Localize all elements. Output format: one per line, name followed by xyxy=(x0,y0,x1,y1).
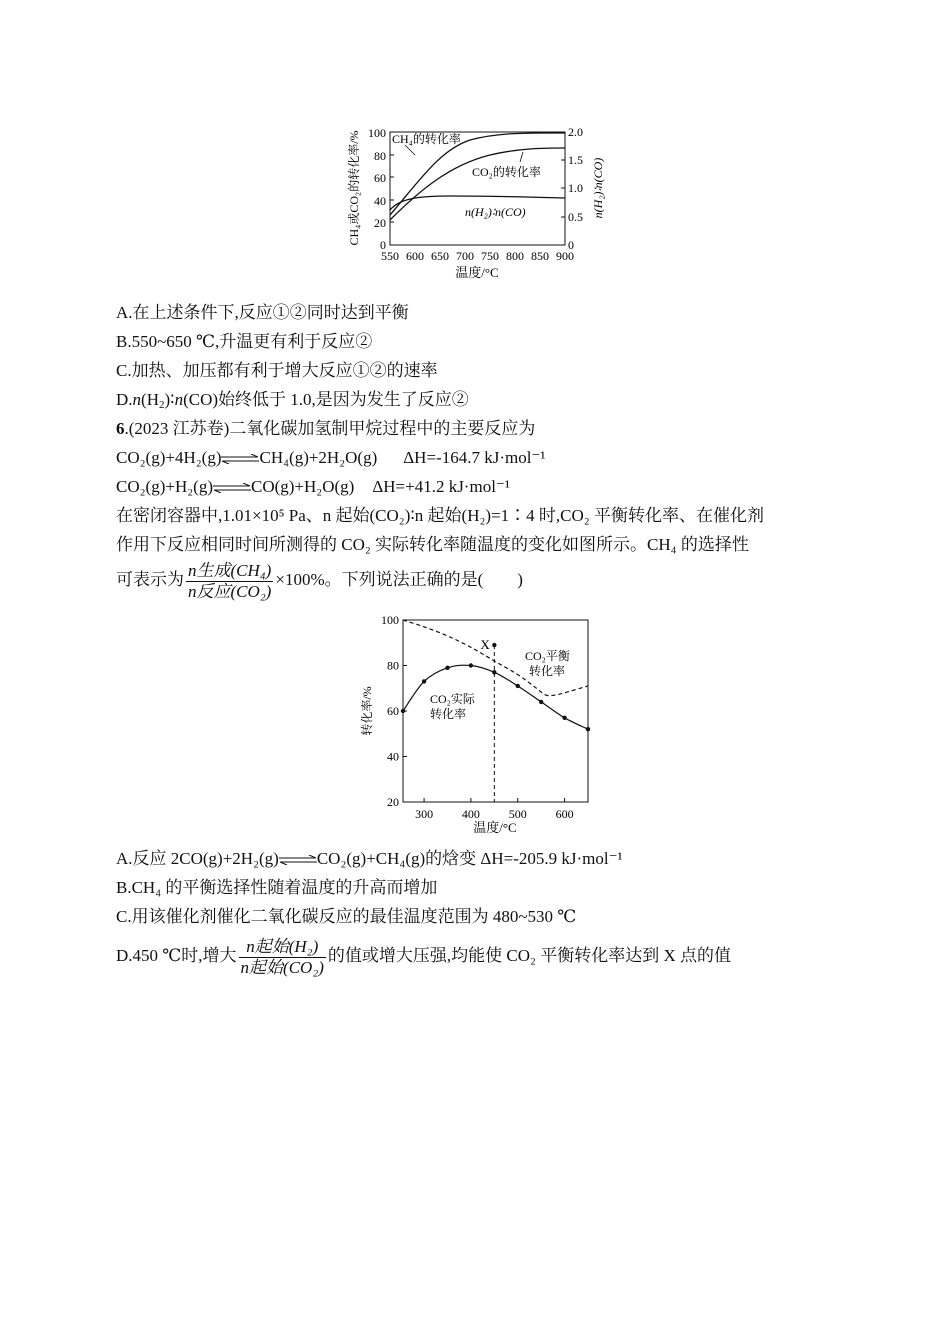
chart1-x-tick: 650 xyxy=(431,249,449,263)
chart1-left-ticks xyxy=(368,126,386,252)
chart1-x-tick: 800 xyxy=(506,249,524,263)
chart1-label-ratio: n(H₂)∶n(CO) xyxy=(465,205,526,219)
chart1-right-ticks xyxy=(568,125,583,252)
q6-equation-1: CO₂(g)+4H₂(g) CH₄(g)+2H₂O(g) ΔH=-164.7 kJ·mol⁻¹ xyxy=(116,448,546,467)
chart2-x-point xyxy=(492,643,496,647)
q5-option-a: A.在上述条件下,反应①②同时达到平衡 xyxy=(116,303,409,322)
q6-condition-line-2: 作用下反应相同时间所测得的 CO₂ 实际转化率随温度的变化如图所示。CH₄ 的选择性 xyxy=(116,535,749,554)
q6-option-a: A.反应 2CO(g)+2H₂(g) CO₂(g)+CH₄(g)的焓变 ΔH=-205.9 kJ·mol⁻¹ xyxy=(116,849,623,868)
chart1-right-axis-label: n(H₂)∶n(CO) xyxy=(591,157,605,219)
chart1-right-tick: 2.0 xyxy=(568,125,583,139)
chart1-left-tick: 40 xyxy=(374,194,386,208)
chart2-actual-point xyxy=(516,684,520,688)
chart2-actual-point xyxy=(469,663,473,667)
chart1-right-tick: 1.0 xyxy=(568,181,583,195)
chart2-label-actual-1: CO₂实际 xyxy=(430,692,475,706)
chart1-x-tick: 750 xyxy=(481,249,499,263)
q5-option-b: B.550~650 ℃,升温更有利于反应② xyxy=(116,332,373,351)
chart2-label-equilibrium-2: 转化率 xyxy=(529,664,566,678)
chart1-label-co2: CO₂的转化率 xyxy=(472,165,541,179)
q6-equation-2: CO₂(g)+H₂(g) CO(g)+H₂O(g) ΔH=+41.2 kJ·mol⁻¹ xyxy=(116,477,510,496)
chart2-label-equilibrium-1: CO₂平衡 xyxy=(525,649,570,663)
chart2-y-tick: 60 xyxy=(387,704,399,718)
chart1-x-tick: 600 xyxy=(406,249,424,263)
chart2-y-tick: 100 xyxy=(381,613,399,627)
chart1-x-ticks xyxy=(381,249,574,263)
q6-option-c: C.用该催化剂催化二氧化碳反应的最佳温度范围为 480~530 ℃ xyxy=(116,907,577,926)
chart2-y-tick: 40 xyxy=(387,749,399,764)
chart2-y-tick: 20 xyxy=(387,795,399,809)
ratio-fraction: $\frac{\text{n起始(H₂)}}{\text{n起始(CO₂)}}$ xyxy=(240,936,324,977)
chart1-left-axis-label: CH₄或CO₂的转化率/% xyxy=(347,130,361,246)
q6-option-b: B.CH₄ 的平衡选择性随着温度的升高而增加 xyxy=(116,878,438,897)
chart1-left-tick: 20 xyxy=(374,216,386,230)
chart1-right-tick: 1.5 xyxy=(568,153,583,167)
chart2-actual-point xyxy=(401,709,405,713)
chart2-actual-point xyxy=(445,666,449,670)
q6-selectivity-line: 可表示为 $\frac{\text{n生成(CH₄)}}{\text{n反应(CO₂)}}$ ×100%。下列说法正确的是( ) xyxy=(116,560,523,601)
chart1-left-tick: 100 xyxy=(368,126,386,140)
chart1-left-tick: 0 xyxy=(380,238,386,252)
chart1-right-tick: 0.5 xyxy=(568,210,583,224)
q6-stem-text: 二氧化碳加氢制甲烷过程中的主要反应为 xyxy=(229,419,536,438)
chart2-label-actual-2: 转化率 xyxy=(430,707,467,721)
chart2-x-tick: 400 xyxy=(461,807,480,821)
chart2-x-tick: 500 xyxy=(508,807,527,821)
chart-co2-conversion-vs-temperature xyxy=(355,608,600,838)
equilibrium-arrow-icon xyxy=(279,855,317,865)
q6-condition-line-1: 在密闭容器中,1.01×10⁵ Pa、n 起始(CO₂)∶n 起始(H₂)=1∶4 时,CO₂ 平衡转化率、在催化剂 xyxy=(116,506,764,525)
chart2-actual-point xyxy=(422,679,426,683)
chart1-label-ch4: CH₄的转化率 xyxy=(392,132,461,146)
chart2-actual-point xyxy=(562,716,566,720)
chart1-left-tick: 80 xyxy=(374,149,386,163)
chart1-x-axis-label: 温度/°C xyxy=(455,265,499,280)
q5-option-c: C.加热、加压都有利于增大反应①②的速率 xyxy=(116,361,438,380)
chart1-x-tick: 550 xyxy=(381,249,399,263)
chart1-left-tick: 60 xyxy=(374,171,386,185)
chart1-x-tick: 850 xyxy=(531,249,549,263)
chart2-y-tick: 80 xyxy=(387,658,399,673)
chart2-point-x-label: X xyxy=(480,637,490,653)
chart-ch4-co2-conversion xyxy=(340,120,610,285)
chart2-y-axis-label: 转化率/% xyxy=(360,686,374,736)
chart2-actual-point xyxy=(539,700,543,704)
equilibrium-arrow-icon xyxy=(213,483,251,493)
q6-option-d: D.450 ℃时,增大 $\frac{\text{n起始(H₂)}}{\text{n起始(CO₂)}}$ 的值或增大压强,均能使 CO₂ 平衡转化率达到 X 点的值 xyxy=(116,936,731,977)
chart2-actual-point xyxy=(586,727,590,731)
q6-stem xyxy=(116,418,535,440)
q6-source: .(2023 江苏卷) xyxy=(124,419,230,438)
chart2-x-tick: 600 xyxy=(555,807,574,821)
q5-option-d: $D.n(H_2)∶n(CO)$始终低于 1.0,是因为发生了反应② xyxy=(116,390,469,411)
selectivity-fraction: $\frac{\text{n生成(CH₄)}}{\text{n反应(CO₂)}}$ xyxy=(188,560,272,601)
q6-number: 6 xyxy=(116,419,125,438)
chart1-x-tick: 700 xyxy=(456,249,474,263)
chart1-x-tick: 900 xyxy=(556,249,574,263)
chart2-x-axis-label: 温度/°C xyxy=(473,820,517,835)
chart2-x-tick: 300 xyxy=(415,807,434,821)
chart1-right-tick: 0 xyxy=(568,238,574,252)
equilibrium-arrow-icon xyxy=(221,454,259,464)
